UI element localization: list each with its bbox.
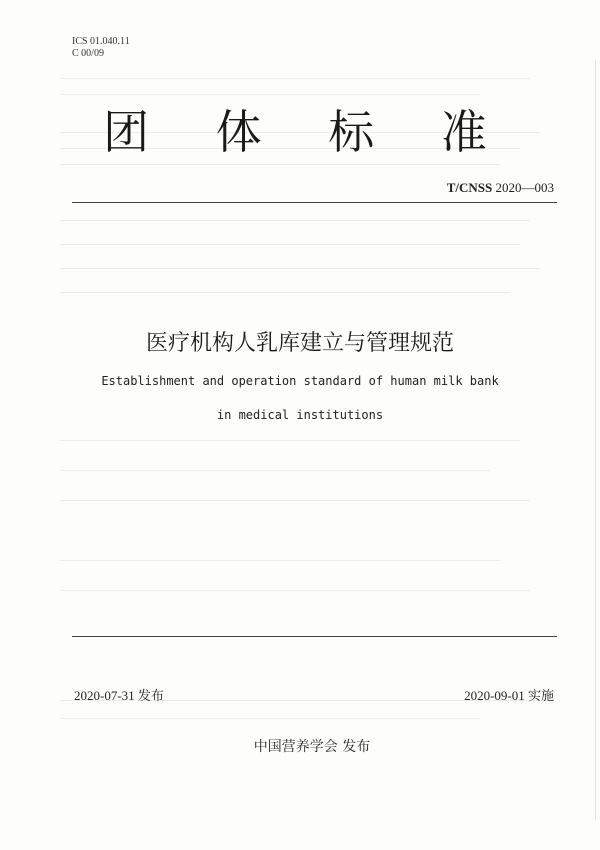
- bleed-line: [60, 470, 490, 471]
- publisher: 中国营养学会 发布: [253, 739, 371, 755]
- release-date: 2020-07-31 发布: [74, 688, 164, 703]
- bleed-line: [60, 78, 530, 79]
- bleed-line: [60, 590, 530, 591]
- standard-number: [447, 180, 554, 196]
- implementation-date: 2020-09-01 实施: [464, 688, 554, 703]
- ccs-code: C 00/09: [72, 48, 104, 59]
- standard-prefix: T/CNSS: [446, 180, 493, 195]
- standard-code: 2020—003: [495, 180, 554, 195]
- bleed-line: [60, 718, 480, 719]
- scan-edge: [595, 60, 596, 820]
- top-divider: [72, 202, 557, 203]
- bleed-line: [60, 500, 530, 501]
- ics-code: ICS 01.040.11: [72, 36, 130, 47]
- bleed-line: [60, 244, 520, 245]
- chinese-title: 医疗机构人乳库建立与管理规范: [145, 331, 454, 356]
- english-title-line1: Establishment and operation standard of human milk bank: [101, 374, 499, 388]
- bleed-line: [60, 268, 540, 269]
- bleed-line: [60, 94, 480, 95]
- bottom-divider: [72, 636, 557, 637]
- bleed-line: [60, 560, 500, 561]
- document-type-heading: 团 体 标 准: [103, 105, 513, 159]
- classification-codes: [72, 36, 130, 60]
- bleed-line: [60, 164, 500, 165]
- bleed-line: [60, 220, 530, 221]
- bleed-line: [60, 292, 510, 293]
- english-title-line2: in medical institutions: [216, 408, 384, 422]
- bleed-line: [60, 440, 520, 441]
